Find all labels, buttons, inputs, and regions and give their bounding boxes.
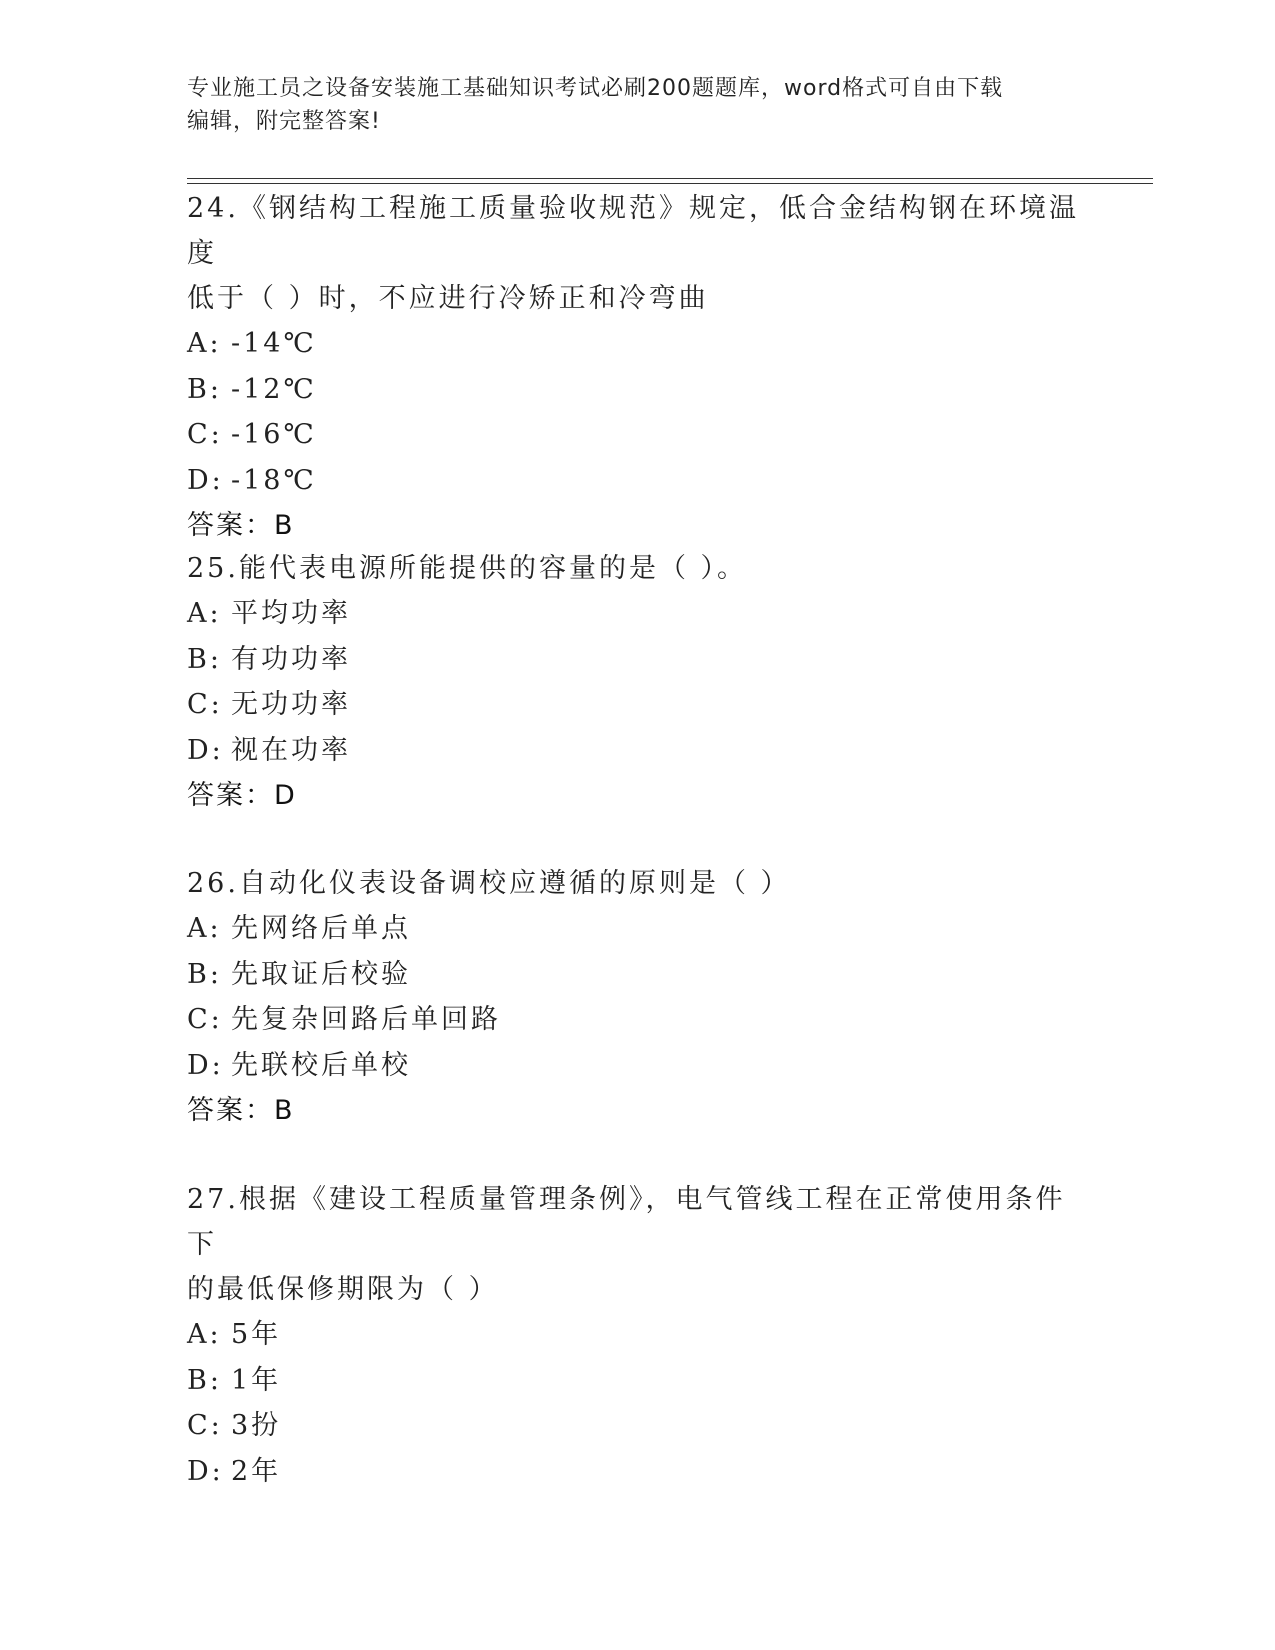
option-text: 先取证后校验 — [231, 958, 411, 990]
option-c — [187, 997, 1087, 1043]
option-c — [187, 412, 1087, 458]
option-letter: B: — [187, 958, 222, 990]
answer-line: 答案：D — [187, 780, 297, 811]
option-letter: C: — [187, 1004, 223, 1035]
option-letter: D: — [187, 464, 224, 496]
option-text: 平均功率 — [231, 598, 351, 629]
option-b — [187, 367, 1087, 413]
option-d — [187, 1449, 1087, 1495]
option-c — [187, 682, 1087, 728]
option-text: -12℃ — [231, 373, 317, 405]
option-letter: A: — [187, 913, 222, 944]
question-stem-line-1: 25.能代表电源所能提供的容量的是（ ）。 — [187, 553, 748, 584]
option-a — [187, 321, 1087, 367]
question-25 — [187, 546, 1087, 818]
option-text: -18℃ — [231, 464, 317, 496]
option-d — [187, 458, 1087, 504]
option-text: -14℃ — [231, 328, 317, 359]
option-letter: A: — [187, 328, 222, 359]
option-a — [187, 1312, 1087, 1358]
option-text: 先复杂回路后单回路 — [231, 1004, 501, 1035]
option-text: 视在功率 — [231, 734, 351, 766]
option-text: 有功功率 — [231, 643, 351, 675]
option-letter: C: — [187, 419, 223, 450]
option-letter: C: — [187, 689, 223, 720]
option-text: 5年 — [231, 1319, 282, 1350]
question-27 — [187, 1177, 1087, 1494]
option-letter: D: — [187, 1049, 224, 1081]
question-stem-line-1: 24.《钢结构工程施工质量验收规范》规定，低合金结构钢在环境温度 — [187, 193, 1079, 269]
header-line-1: 专业施工员之设备安装施工基础知识考试必刷200题题库，word格式可自由下载 — [187, 76, 1004, 101]
option-letter: D: — [187, 1455, 224, 1487]
option-a — [187, 591, 1087, 637]
answer-line: 答案：B — [187, 1095, 295, 1126]
option-text: -16℃ — [231, 419, 317, 450]
option-letter: A: — [187, 598, 222, 629]
question-stem-line-1: 26.自动化仪表设备调校应遵循的原则是（ ） — [187, 868, 791, 899]
option-b — [187, 952, 1087, 998]
question-stem-line-2: 的最低保修期限为（ ） — [187, 1274, 499, 1305]
option-letter: B: — [187, 373, 222, 405]
question-24 — [187, 186, 1087, 548]
option-a — [187, 906, 1087, 952]
option-d — [187, 728, 1087, 774]
option-text: 先联校后单校 — [231, 1049, 411, 1081]
option-letter: B: — [187, 1364, 222, 1396]
question-stem-line-2: 低于（ ）时，不应进行冷矫正和冷弯曲 — [187, 283, 709, 314]
question-26 — [187, 861, 1087, 1133]
option-text: 3扮 — [231, 1410, 282, 1441]
question-stem-line-1: 27.根据《建设工程质量管理条例》，电气管线工程在正常使用条件下 — [187, 1184, 1066, 1260]
option-letter: B: — [187, 643, 222, 675]
option-b — [187, 1358, 1087, 1404]
option-text: 2年 — [231, 1455, 282, 1487]
document-header — [187, 72, 1067, 138]
option-text: 先网络后单点 — [231, 913, 411, 944]
header-divider-bottom — [187, 183, 1153, 184]
header-divider-top — [187, 178, 1153, 179]
answer-line: 答案：B — [187, 510, 295, 541]
option-letter: D: — [187, 734, 224, 766]
option-d — [187, 1043, 1087, 1089]
option-b — [187, 637, 1087, 683]
option-c — [187, 1403, 1087, 1449]
option-letter: A: — [187, 1319, 222, 1350]
option-text: 无功功率 — [231, 689, 351, 720]
option-text: 1年 — [231, 1364, 282, 1396]
header-line-2: 编辑，附完整答案! — [187, 109, 381, 134]
option-letter: C: — [187, 1410, 223, 1441]
